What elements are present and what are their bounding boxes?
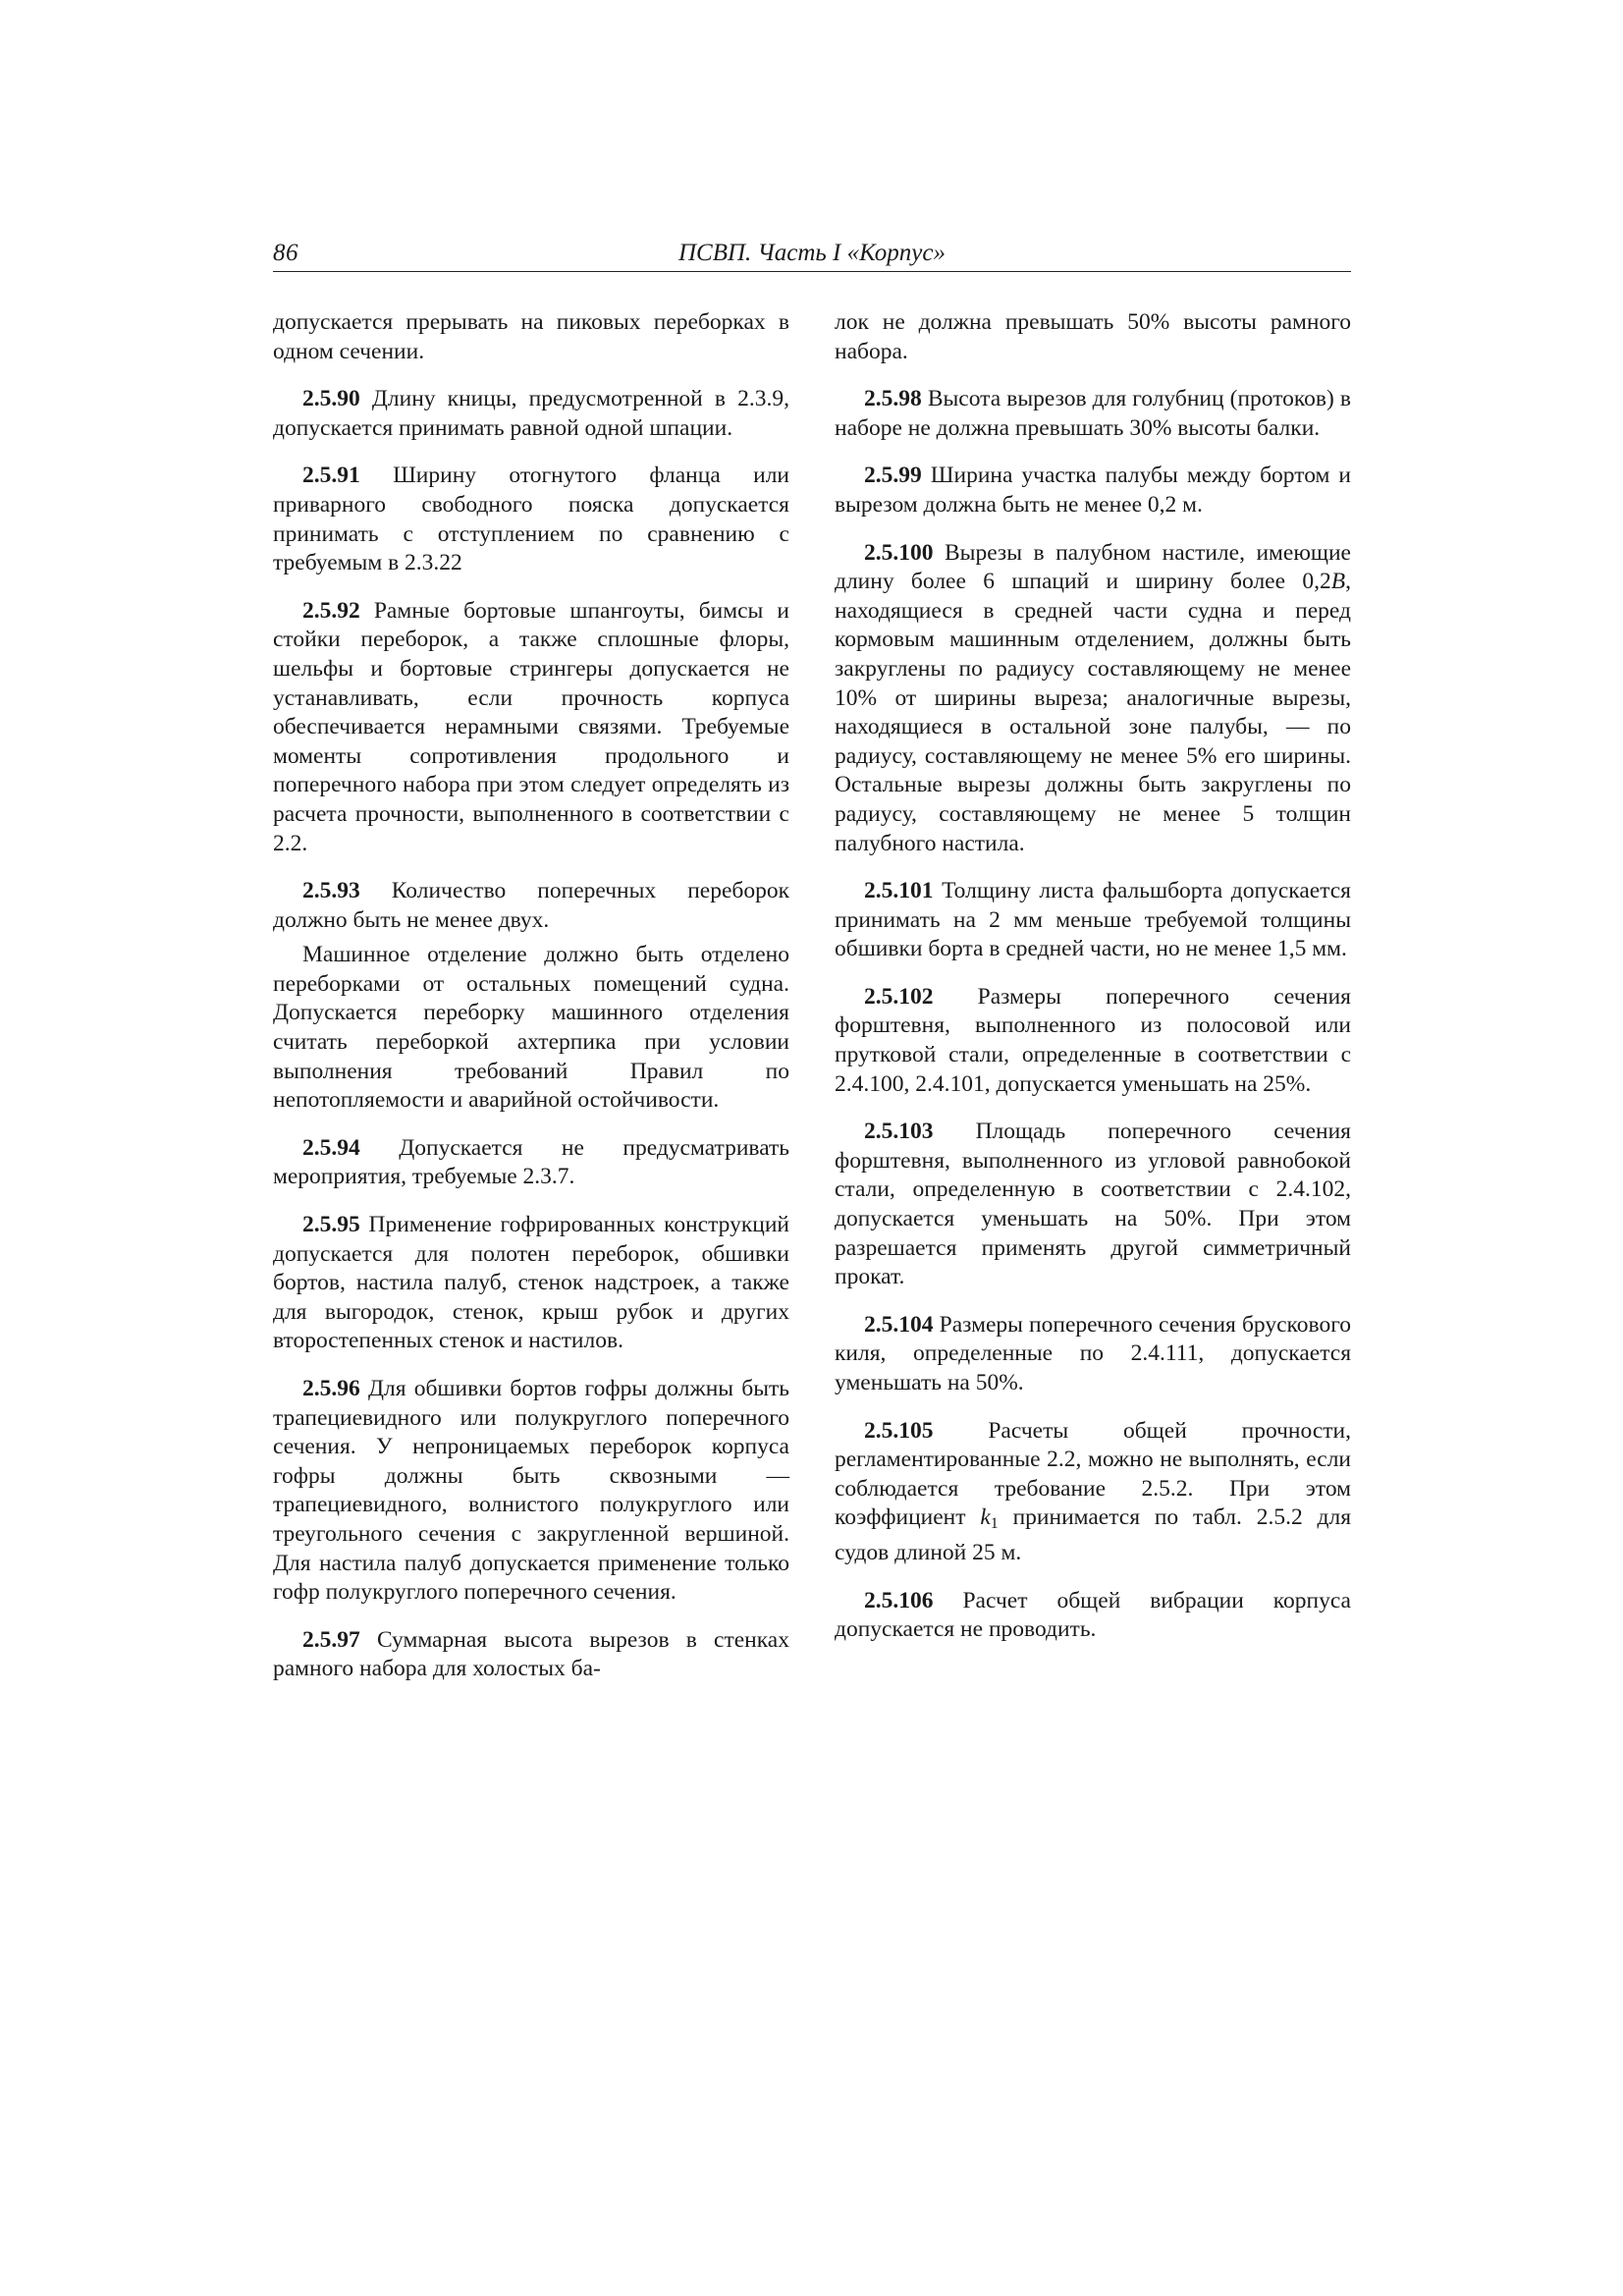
paragraph-text: Ширина участка палубы между бортом и вырезом должна быть не менее 0,2 м. [835, 463, 1351, 518]
clause-number: 2.5.96 [302, 1376, 360, 1401]
clause-number: 2.5.104 [864, 1311, 934, 1338]
paragraph-text: Расчет общей вибрации корпуса допускается не проводить. [835, 1587, 1351, 1643]
clause-number: 2.5.106 [864, 1587, 934, 1613]
paragraph-text: Размеры поперечного сечения брускового киля, определенные по 2.4.111, допускается уменьшать на 50%. [835, 1311, 1351, 1395]
paragraph-text: допускается прерывать на пиковых переборках в одном сечении. [273, 309, 789, 364]
clause-number: 2.5.99 [864, 463, 922, 489]
paragraph-machinery-space [273, 941, 789, 1116]
clause-number: 2.5.102 [864, 983, 934, 1010]
paragraph-text: Толщину листа фальшборта допускается принимать на 2 мм меньше требуемой толщины обшивки борта в средней части, но не менее 1,5 мм. [835, 878, 1351, 962]
clause-number: 2.5.101 [864, 878, 934, 904]
paragraph-2-5-94 [273, 1134, 789, 1192]
paragraph-2-5-104 [835, 1311, 1351, 1398]
variable-k: k [980, 1504, 991, 1531]
paragraph-2-5-90 [273, 385, 789, 443]
paragraph-2-5-102 [835, 983, 1351, 1099]
paragraph-continuation [273, 308, 789, 366]
paragraph-2-5-97 [273, 1626, 789, 1684]
paragraph-text: Длину кницы, предусмотренной в 2.3.9, допускается принимать равной одной шпации. [273, 386, 789, 441]
paragraph-2-5-93 [273, 877, 789, 935]
paragraph-2-5-103 [835, 1118, 1351, 1292]
paragraph-2-5-101 [835, 877, 1351, 964]
paragraph-text: Рамные бортовые шпангоуты, бимсы и стойки переборок, а также сплошные флоры, шельфы и бортовые стрингеры допускается не устанавливать, если прочность корпуса обеспечивается нерамными связями. Требуемые моменты сопротивления продольного и поперечного набора при этом следует определять из расчета прочности, выполненного в соответствии с 2.2. [273, 597, 789, 856]
paragraph-text: Размеры поперечного сечения форштевня, выполненного из полосовой или прутковой стали, определенные в соответствии с 2.4.100, 2.4.101, допускается уменьшать на 25%. [835, 983, 1351, 1097]
paragraph-2-5-105 [835, 1417, 1351, 1568]
paragraph-text: Вырезы в палубном настиле, имеющие длину более 6 шпаций и ширину более 0,2 [835, 539, 1351, 595]
clause-number: 2.5.103 [864, 1119, 934, 1145]
paragraph-text: Суммарная высота вырезов в стенках рамного набора для холостых ба- [273, 1626, 789, 1682]
paragraph-text: Высота вырезов для голубниц (протоков) в наборе не должна превышать 30% высоты балки. [835, 386, 1351, 441]
paragraph-text: Для обшивки бортов гофры должны быть трапециевидного или полукруглого поперечного сечения. У непроницаемых переборок корпуса гофры должны быть сквозными — трапециевидного, волнистого полукруглого или треугольного сечения с закругленной вершиной. Для настила палуб допускается применение только гофр полукруглого поперечного сечения. [273, 1376, 789, 1606]
header-rule [273, 271, 1351, 272]
paragraph-2-5-99 [835, 462, 1351, 519]
clause-number: 2.5.97 [302, 1626, 360, 1653]
clause-number: 2.5.98 [864, 386, 922, 412]
variable-b: B [1330, 569, 1346, 595]
paragraph-2-5-91 [273, 462, 789, 577]
paragraph-text: лок не должна превышать 50% высоты рамного набора. [835, 309, 1351, 364]
variable-k-subscript: 1 [990, 1515, 999, 1533]
clause-number: 2.5.93 [302, 878, 360, 904]
paragraph-2-5-92 [273, 597, 789, 858]
paragraph-2-5-98 [835, 385, 1351, 443]
clause-number: 2.5.94 [302, 1134, 360, 1161]
paragraph-2-5-96 [273, 1375, 789, 1608]
clause-number: 2.5.100 [864, 539, 934, 566]
page-number: 86 [273, 240, 298, 266]
paragraph-continuation [835, 308, 1351, 366]
paragraph-text: Ширину отогнутого фланца или приварного свободного пояска допускается принимать с отступлением по сравнению с требуемым в 2.3.22 [273, 463, 789, 576]
paragraph-text: Площадь поперечного сечения форштевня, выполненного из угловой равнобокой стали, определенную в соответствии с 2.4.102, допускается уменьшать на 50%. При этом разрешается применять другой симметричный прокат. [835, 1119, 1351, 1290]
paragraph-2-5-95 [273, 1211, 789, 1356]
clause-number: 2.5.90 [302, 386, 360, 412]
paragraph-text: Количество поперечных переборок должно быть не менее двух. [273, 878, 789, 933]
clause-number: 2.5.105 [864, 1417, 934, 1444]
right-column [835, 308, 1351, 1664]
left-column [273, 308, 789, 1703]
paragraph-text: принимается по табл. 2.5.2 для судов длиной 25 м. [835, 1504, 1352, 1565]
paragraph-text: Машинное отделение должно быть отделено переборками от остальных помещений судна. Допускается переборку машинного отделения считать переборкой ахтерпика при условии выполнения требований Правил по непотопляемости и аварийной остойчивости. [273, 942, 789, 1114]
clause-number: 2.5.95 [302, 1212, 360, 1238]
clause-number: 2.5.91 [302, 463, 360, 489]
clause-number: 2.5.92 [302, 597, 360, 624]
paragraph-2-5-100 [835, 539, 1351, 859]
running-title: ПСВП. Часть I «Корпус» [678, 240, 946, 266]
paragraph-text: Расчеты общей прочности, регламентированные 2.2, можно не выполнять, если соблюдается требование 2.5.2. При этом коэффициент [835, 1417, 1351, 1531]
paragraph-text: Допускается не предусматривать мероприятия, требуемые 2.3.7. [273, 1134, 789, 1190]
paragraph-text: Применение гофрированных конструкций допускается для полотен переборок, обшивки бортов, настила палуб, стенок надстроек, а также для выгородок, стенок, крыш рубок и других второстепенных стенок и настилов. [273, 1212, 789, 1354]
paragraph-text: , находящиеся в средней части судна и перед кормовым машинным отделением, должны быть закруглены по радиусу составляющему не менее 10% от ширины выреза; аналогичные вырезы, находящиеся в остальной зоне палубы, — по радиусу, составляющему не менее 5% его ширины. Остальные вырезы должны быть закруглены по радиусу, составляющему не менее 5 толщин палубного настила. [835, 569, 1351, 856]
paragraph-2-5-106 [835, 1587, 1351, 1645]
